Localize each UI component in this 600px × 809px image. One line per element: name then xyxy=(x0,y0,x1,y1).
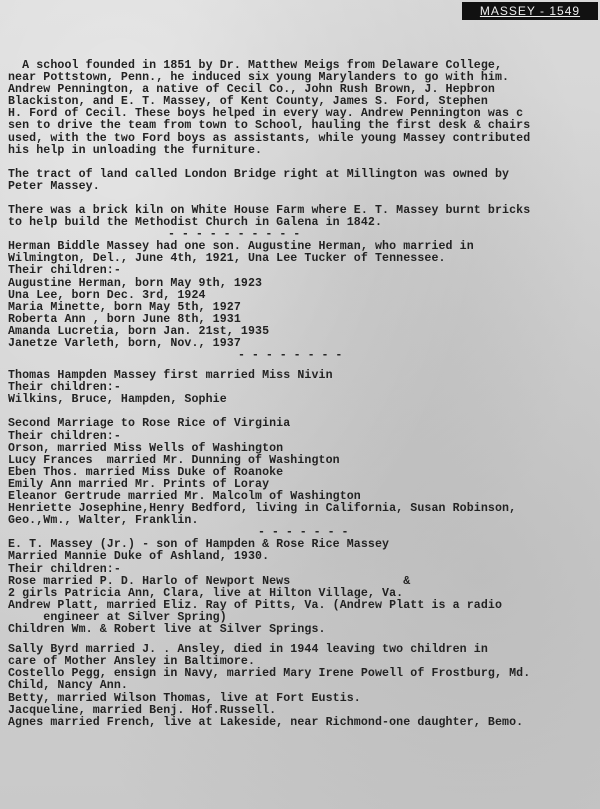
text-line: Orson, married Miss Wells of Washington xyxy=(8,441,284,455)
text-line: Amanda Lucretia, born Jan. 21st, 1935 xyxy=(8,324,270,338)
text-line: Thomas Hampden Massey first married Miss Nivin xyxy=(8,369,333,383)
section-separator: - - - - - - - xyxy=(258,526,349,540)
text-line: Child, Nancy Ann. xyxy=(8,679,128,693)
text-line: Maria Minette, born May 5th, 1927 xyxy=(8,300,241,314)
text-line: E. T. Massey (Jr.) - son of Hampden & Rose Rice Massey xyxy=(8,538,390,552)
text-line: H. Ford of Cecil. These boys helped in every way. Andrew Pennington was c xyxy=(8,107,524,121)
section-separator: - - - - - - - - - - xyxy=(168,228,301,242)
text-line: Andrew Platt, married Eliz. Ray of Pitts, Va. (Andrew Platt is a radio xyxy=(8,598,503,612)
text-line: care of Mother Ansley in Baltimore. xyxy=(8,655,256,669)
text-line: Herman Biddle Massey had one son. Augustine Herman, who married in xyxy=(8,240,474,254)
text-line: Their children:- xyxy=(8,264,121,278)
text-line: Janetze Varleth, born, Nov., 1937 xyxy=(8,336,241,350)
text-line: Jacqueline, married Benj. Hof.Russell. xyxy=(8,703,277,717)
paragraph-sally-byrd xyxy=(8,644,582,729)
text-line: Sally Byrd married J. . Ansley, died in 1944 leaving two children in xyxy=(8,643,488,657)
text-line: Married Mannie Duke of Ashland, 1930. xyxy=(8,550,270,564)
text-line: There was a brick kiln on White House Farm where E. T. Massey burnt bricks xyxy=(8,203,531,217)
text-line: Henriette Josephine,Henry Bedford, living in California, Susan Robinson, xyxy=(8,502,517,516)
text-line: to help build the Methodist Church in Galena in 1842. xyxy=(8,216,383,230)
text-line: Una Lee, born Dec. 3rd, 1924 xyxy=(8,288,206,302)
text-line: Costello Pegg, ensign in Navy, married Mary Irene Powell of Frostburg, Md. xyxy=(8,667,531,681)
paragraph-school-history xyxy=(8,60,582,157)
text-line: Children Wm. & Robert live at Silver Springs. xyxy=(8,623,326,637)
paragraph-second-marriage xyxy=(8,418,582,527)
text-line: Lucy Frances married Mr. Dunning of Washington xyxy=(8,453,340,467)
text-line: Peter Massey. xyxy=(8,179,100,193)
page-stamp: MASSEY - 1549 xyxy=(462,2,598,20)
text-line: near Pottstown, Penn., he induced six young Marylanders to go with him. xyxy=(8,71,510,85)
text-line: Andrew Pennington, a native of Cecil Co., John Rush Brown, J. Hepbron xyxy=(8,83,495,97)
text-line: Eleanor Gertrude married Mr. Malcolm of Washington xyxy=(8,490,361,503)
text-line: Their children:- xyxy=(8,429,121,443)
text-line: Eben Thos. married Miss Duke of Roanoke xyxy=(8,465,284,479)
paragraph-et-massey-jr xyxy=(8,539,582,636)
text-line: Wilkins, Bruce, Hampden, Sophie xyxy=(8,393,227,407)
text-line: Second Marriage to Rose Rice of Virginia xyxy=(8,417,291,431)
text-line: engineer at Silver Spring) xyxy=(8,610,227,624)
text-line: Rose married P. D. Harlo of Newport News & xyxy=(8,574,411,588)
text-line: Agnes married French, live at Lakeside, near Richmond-one daughter, Bemo. xyxy=(8,715,524,729)
paragraph-brick-kiln xyxy=(8,205,582,229)
text-line: Wilmington, Del., June 4th, 1921, Una Lee Tucker of Tennessee. xyxy=(8,252,446,266)
text-line: Blackiston, and E. T. Massey, of Kent County, James S. Ford, Stephen xyxy=(8,95,488,109)
text-line: Their children:- xyxy=(8,381,121,395)
paragraph-thomas-hampden-massey xyxy=(8,370,582,406)
text-line: Their children:- xyxy=(8,562,121,576)
text-line: his help in unloading the furniture. xyxy=(8,143,263,157)
text-line: Roberta Ann , born June 8th, 1931 xyxy=(8,312,241,326)
text-line: Geo.,Wm., Walter, Franklin. xyxy=(8,514,199,528)
text-line: sen to drive the team from town to School, hauling the first desk & chairs xyxy=(8,119,531,133)
text-line: The tract of land called London Bridge right at Millington was owned by xyxy=(8,167,510,181)
paragraph-herman-biddle-massey xyxy=(8,241,582,350)
text-line: Betty, married Wilson Thomas, live at Fort Eustis. xyxy=(8,691,361,705)
text-line: A school founded in 1851 by Dr. Matthew Meigs from Delaware College, xyxy=(8,59,503,72)
text-line: Emily Ann married Mr. Prints of Loray xyxy=(8,477,270,491)
text-line: Augustine Herman, born May 9th, 1923 xyxy=(8,276,263,290)
text-line: used, with the two Ford boys as assistants, while young Massey contributed xyxy=(8,131,531,145)
paragraph-london-bridge xyxy=(8,169,582,193)
section-separator: - - - - - - - - xyxy=(238,349,343,363)
text-line: 2 girls Patricia Ann, Clara, live at Hilton Village, Va. xyxy=(8,586,404,600)
